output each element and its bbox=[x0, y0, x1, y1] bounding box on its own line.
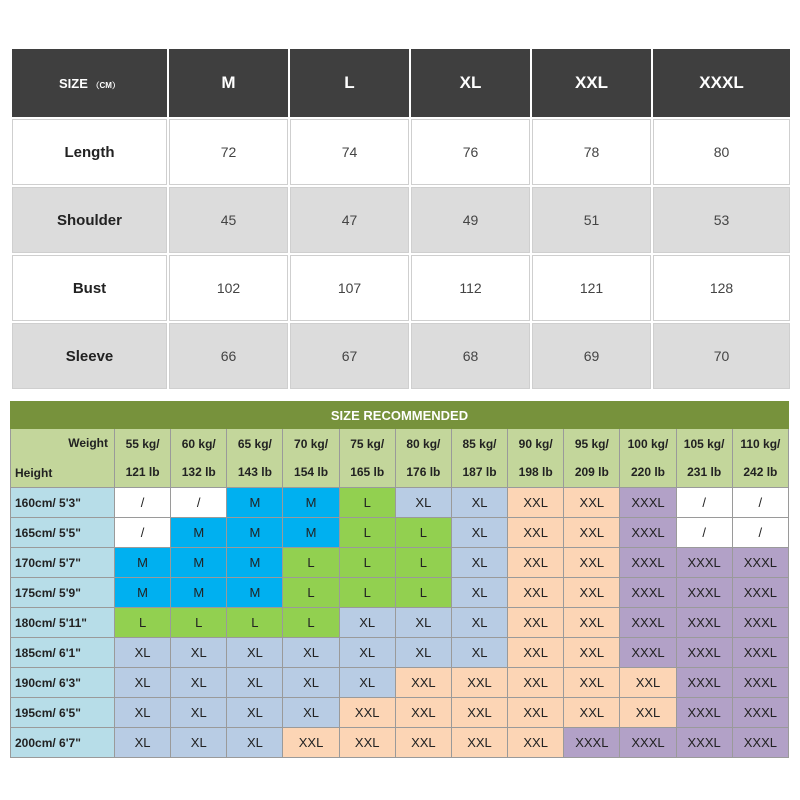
measurement-value: 66 bbox=[169, 323, 288, 389]
measurement-label: Length bbox=[12, 119, 167, 185]
size-cell: XXL bbox=[564, 698, 620, 728]
size-cell: / bbox=[171, 488, 227, 518]
size-cell: XL bbox=[451, 548, 507, 578]
size-cell: XXL bbox=[508, 518, 564, 548]
size-header-label: SIZE bbox=[59, 75, 88, 91]
size-cell: XXXL bbox=[732, 638, 788, 668]
size-cell: XXXL bbox=[620, 518, 676, 548]
height-label: 180cm/ 5'11" bbox=[11, 608, 115, 638]
measurement-value: 107 bbox=[290, 255, 409, 321]
weight-lb-label: 176 lb bbox=[406, 465, 441, 479]
size-cell: XXXL bbox=[732, 608, 788, 638]
size-cell: XL bbox=[395, 638, 451, 668]
size-cell: XXL bbox=[508, 488, 564, 518]
measurement-value: 67 bbox=[290, 323, 409, 389]
size-header-cell bbox=[12, 49, 167, 117]
measurement-value: 53 bbox=[653, 187, 790, 253]
measurement-value: 76 bbox=[411, 119, 530, 185]
measurement-value: 112 bbox=[411, 255, 530, 321]
size-cell: XL bbox=[339, 668, 395, 698]
recommend-row bbox=[11, 638, 789, 668]
measurement-header-row bbox=[12, 49, 790, 117]
size-cell: XL bbox=[171, 668, 227, 698]
size-cell: L bbox=[339, 518, 395, 548]
size-cell: L bbox=[171, 608, 227, 638]
size-cell: M bbox=[227, 518, 283, 548]
size-column-header: L bbox=[290, 49, 409, 117]
size-cell: XL bbox=[115, 728, 171, 758]
weight-lb-label: 242 lb bbox=[743, 465, 778, 479]
measurement-value: 45 bbox=[169, 187, 288, 253]
weight-kg-label: 70 kg/ bbox=[294, 437, 329, 451]
weight-column-header bbox=[339, 429, 395, 488]
size-column-header: XXL bbox=[532, 49, 651, 117]
size-cell: XL bbox=[227, 668, 283, 698]
weight-lb-label: 132 lb bbox=[181, 465, 216, 479]
weight-kg-label: 60 kg/ bbox=[181, 437, 216, 451]
weight-lb-label: 198 lb bbox=[518, 465, 553, 479]
weight-kg-label: 75 kg/ bbox=[350, 437, 385, 451]
weight-column-header bbox=[732, 429, 788, 488]
weight-axis-label: Weight bbox=[68, 436, 108, 450]
size-cell: XXL bbox=[620, 698, 676, 728]
size-cell: / bbox=[732, 518, 788, 548]
recommend-row bbox=[11, 728, 789, 758]
measurement-value: 51 bbox=[532, 187, 651, 253]
size-cell: XXXL bbox=[732, 668, 788, 698]
size-cell: XXXL bbox=[732, 728, 788, 758]
size-cell: XL bbox=[451, 638, 507, 668]
weight-column-header bbox=[620, 429, 676, 488]
weight-kg-label: 85 kg/ bbox=[462, 437, 497, 451]
size-cell: L bbox=[339, 578, 395, 608]
size-cell: XXL bbox=[339, 698, 395, 728]
size-cell: M bbox=[227, 548, 283, 578]
size-cell: XL bbox=[171, 638, 227, 668]
size-cell: XXXL bbox=[676, 548, 732, 578]
size-cell: XXXL bbox=[564, 728, 620, 758]
size-cell: XXL bbox=[564, 608, 620, 638]
size-cell: L bbox=[395, 518, 451, 548]
size-cell: XXL bbox=[451, 668, 507, 698]
size-cell: XL bbox=[283, 668, 339, 698]
size-cell: XL bbox=[227, 638, 283, 668]
weight-kg-label: 55 kg/ bbox=[125, 437, 160, 451]
size-cell: XXXL bbox=[676, 668, 732, 698]
size-column-header: XL bbox=[411, 49, 530, 117]
size-cell: XXL bbox=[508, 698, 564, 728]
corner-header-cell bbox=[11, 429, 115, 488]
size-cell: XXL bbox=[283, 728, 339, 758]
recommend-row bbox=[11, 548, 789, 578]
size-cell: XXL bbox=[395, 698, 451, 728]
recommend-row bbox=[11, 578, 789, 608]
height-label: 200cm/ 6'7" bbox=[11, 728, 115, 758]
weight-lb-label: 121 lb bbox=[125, 465, 160, 479]
size-cell: XL bbox=[451, 518, 507, 548]
size-cell: XXXL bbox=[676, 638, 732, 668]
size-cell: XL bbox=[451, 488, 507, 518]
size-cell: / bbox=[732, 488, 788, 518]
size-cell: XL bbox=[115, 668, 171, 698]
recommend-row bbox=[11, 698, 789, 728]
size-cell: XXXL bbox=[620, 488, 676, 518]
weight-kg-label: 105 kg/ bbox=[683, 437, 725, 451]
weight-lb-label: 154 lb bbox=[294, 465, 329, 479]
size-cell: XXXL bbox=[620, 638, 676, 668]
size-cell: XXL bbox=[564, 668, 620, 698]
measurement-value: 49 bbox=[411, 187, 530, 253]
weight-lb-label: 165 lb bbox=[350, 465, 385, 479]
size-column-header: XXXL bbox=[653, 49, 790, 117]
weight-kg-label: 100 kg/ bbox=[627, 437, 669, 451]
size-cell: XXXL bbox=[620, 548, 676, 578]
weight-kg-label: 110 kg/ bbox=[740, 437, 781, 451]
weight-lb-label: 187 lb bbox=[462, 465, 497, 479]
height-label: 165cm/ 5'5" bbox=[11, 518, 115, 548]
size-cell: XXL bbox=[508, 608, 564, 638]
measurement-value: 47 bbox=[290, 187, 409, 253]
size-cell: XL bbox=[115, 698, 171, 728]
measurement-value: 102 bbox=[169, 255, 288, 321]
size-cell: XXL bbox=[508, 578, 564, 608]
size-cell: XXL bbox=[620, 668, 676, 698]
size-cell: XL bbox=[339, 638, 395, 668]
height-label: 175cm/ 5'9" bbox=[11, 578, 115, 608]
size-recommendation-table bbox=[10, 401, 789, 758]
size-cell: L bbox=[227, 608, 283, 638]
size-cell: XXL bbox=[564, 488, 620, 518]
size-cell: XXXL bbox=[676, 728, 732, 758]
size-cell: L bbox=[115, 608, 171, 638]
recommend-row bbox=[11, 668, 789, 698]
weight-column-header bbox=[115, 429, 171, 488]
size-cell: M bbox=[115, 548, 171, 578]
size-cell: XXXL bbox=[676, 698, 732, 728]
weight-kg-label: 90 kg/ bbox=[518, 437, 553, 451]
measurement-value: 128 bbox=[653, 255, 790, 321]
size-cell: XL bbox=[339, 608, 395, 638]
measurement-value: 72 bbox=[169, 119, 288, 185]
weight-lb-label: 231 lb bbox=[687, 465, 722, 479]
size-cell: XXXL bbox=[732, 578, 788, 608]
measurement-value: 68 bbox=[411, 323, 530, 389]
size-cell: XXL bbox=[564, 518, 620, 548]
size-cell: XL bbox=[451, 578, 507, 608]
size-cell: XL bbox=[171, 728, 227, 758]
size-cell: L bbox=[283, 608, 339, 638]
measurement-row-length bbox=[12, 119, 790, 185]
measurement-value: 70 bbox=[653, 323, 790, 389]
size-cell: XXXL bbox=[620, 578, 676, 608]
size-cell: XXXL bbox=[732, 698, 788, 728]
weight-lb-label: 209 lb bbox=[574, 465, 609, 479]
measurement-row-shoulder bbox=[12, 187, 790, 253]
measurement-table bbox=[10, 47, 792, 391]
weight-kg-label: 95 kg/ bbox=[574, 437, 609, 451]
measurement-label: Bust bbox=[12, 255, 167, 321]
weight-column-header bbox=[283, 429, 339, 488]
size-cell: XXXL bbox=[620, 728, 676, 758]
weight-column-header bbox=[564, 429, 620, 488]
recommend-row bbox=[11, 608, 789, 638]
height-label: 170cm/ 5'7" bbox=[11, 548, 115, 578]
size-cell: XXL bbox=[508, 668, 564, 698]
size-cell: M bbox=[171, 578, 227, 608]
size-cell: M bbox=[115, 578, 171, 608]
weight-column-header bbox=[395, 429, 451, 488]
size-cell: M bbox=[283, 488, 339, 518]
recommend-row bbox=[11, 518, 789, 548]
height-axis-label: Height bbox=[15, 466, 53, 480]
size-cell: XXL bbox=[508, 548, 564, 578]
size-cell: XXXL bbox=[620, 608, 676, 638]
measurement-label: Sleeve bbox=[12, 323, 167, 389]
size-cell: L bbox=[339, 548, 395, 578]
size-column-header: M bbox=[169, 49, 288, 117]
weight-lb-label: 220 lb bbox=[630, 465, 665, 479]
height-label: 185cm/ 6'1" bbox=[11, 638, 115, 668]
height-label: 195cm/ 6'5" bbox=[11, 698, 115, 728]
weight-column-header bbox=[171, 429, 227, 488]
weight-lb-label: 143 lb bbox=[237, 465, 272, 479]
size-cell: L bbox=[395, 548, 451, 578]
size-cell: XL bbox=[395, 608, 451, 638]
measurement-value: 121 bbox=[532, 255, 651, 321]
size-cell: / bbox=[115, 488, 171, 518]
measurement-row-bust bbox=[12, 255, 790, 321]
weight-header-row bbox=[11, 429, 789, 488]
weight-column-header bbox=[451, 429, 507, 488]
size-cell: XXL bbox=[508, 638, 564, 668]
weight-column-header bbox=[676, 429, 732, 488]
measurement-value: 80 bbox=[653, 119, 790, 185]
size-cell: XXL bbox=[339, 728, 395, 758]
size-cell: XL bbox=[115, 638, 171, 668]
size-cell: XXXL bbox=[732, 548, 788, 578]
size-cell: M bbox=[171, 548, 227, 578]
size-cell: L bbox=[339, 488, 395, 518]
measurement-value: 78 bbox=[532, 119, 651, 185]
weight-kg-label: 80 kg/ bbox=[406, 437, 441, 451]
measurement-row-sleeve bbox=[12, 323, 790, 389]
recommend-title-row bbox=[11, 402, 789, 429]
size-cell: M bbox=[171, 518, 227, 548]
size-cell: XL bbox=[283, 698, 339, 728]
size-cell: XXL bbox=[395, 668, 451, 698]
size-cell: M bbox=[283, 518, 339, 548]
size-cell: XXL bbox=[451, 728, 507, 758]
size-cell: XXXL bbox=[676, 578, 732, 608]
recommend-title: SIZE RECOMMENDED bbox=[11, 402, 789, 429]
measurement-label: Shoulder bbox=[12, 187, 167, 253]
size-header-unit: （CM） bbox=[91, 80, 120, 90]
size-cell: XXL bbox=[564, 578, 620, 608]
recommend-row bbox=[11, 488, 789, 518]
size-cell: XXL bbox=[564, 638, 620, 668]
size-cell: XXXL bbox=[676, 608, 732, 638]
size-cell: L bbox=[283, 548, 339, 578]
measurement-value: 74 bbox=[290, 119, 409, 185]
size-cell: L bbox=[395, 578, 451, 608]
size-cell: XXL bbox=[564, 548, 620, 578]
weight-column-header bbox=[227, 429, 283, 488]
size-cell: M bbox=[227, 488, 283, 518]
size-cell: XL bbox=[395, 488, 451, 518]
weight-kg-label: 65 kg/ bbox=[237, 437, 272, 451]
size-cell: XXL bbox=[508, 728, 564, 758]
size-cell: XL bbox=[227, 698, 283, 728]
size-cell: XXL bbox=[451, 698, 507, 728]
measurement-value: 69 bbox=[532, 323, 651, 389]
size-cell: XL bbox=[227, 728, 283, 758]
size-cell: XL bbox=[283, 638, 339, 668]
weight-column-header bbox=[508, 429, 564, 488]
size-cell: / bbox=[676, 488, 732, 518]
size-cell: XL bbox=[451, 608, 507, 638]
size-cell: / bbox=[115, 518, 171, 548]
size-cell: / bbox=[676, 518, 732, 548]
size-cell: XXL bbox=[395, 728, 451, 758]
height-label: 160cm/ 5'3" bbox=[11, 488, 115, 518]
height-label: 190cm/ 6'3" bbox=[11, 668, 115, 698]
size-cell: M bbox=[227, 578, 283, 608]
size-cell: XL bbox=[171, 698, 227, 728]
size-cell: L bbox=[283, 578, 339, 608]
